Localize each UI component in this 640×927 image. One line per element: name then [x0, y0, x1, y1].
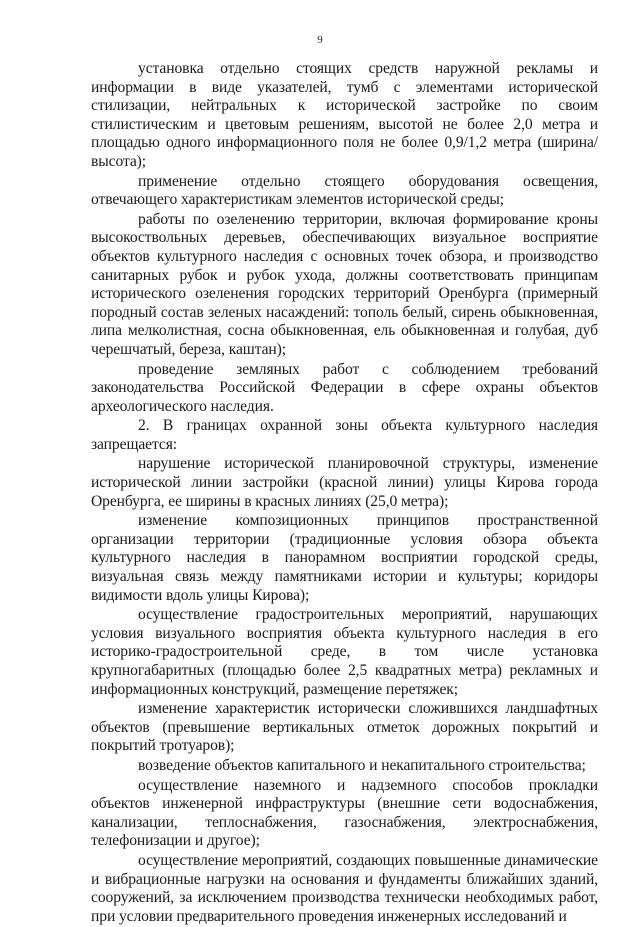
paragraph: проведение земляных работ с соблюдением требований законодательства Российской Федерации в сфере охраны объектов археологического наследия.	[91, 360, 598, 415]
paragraph: изменение композиционных принципов пространственной организации территории (традиционные условия обзора объекта культурного наследия в панорамном восприятии городской среды, визуальная связь между памятниками истории и культуры; коридоры видимости вдоль улицы Кирова);	[91, 512, 598, 604]
paragraph: осуществление градостроительных мероприятий, нарушающих условия визуального восприятия объекта культурного наследия в его историко-градостроительной среде, в том числе установка крупногабаритных (площадью более 2,5 квадратных метра) рекламных и информационных конструкций, размещение перетяжек;	[91, 606, 598, 698]
paragraph: установка отдельно стоящих средств наружной рекламы и информации в виде указателей, тумб с элементами исторической стилизации, нейтральных к исторической застройке по своим стилистическим и цветовым решениям, высотой не более 2,0 метра и площадью одного информационного поля не более 0,9/1,2 метра (ширина/высота);	[91, 60, 598, 170]
paragraph: изменение характеристик исторически сложившихся ландшафтных объектов (превышение вертикальных отметок дорожных покрытий и покрытий тротуаров);	[91, 700, 598, 755]
paragraph: осуществление наземного и надземного способов прокладки объектов инженерной инфраструктуры (внешние сети водоснабжения, канализации, теплоснабжения, газоснабжения, электроснабжения, телефонизации и другое);	[91, 776, 598, 850]
paragraph: возведение объектов капитального и некапитального строительства;	[138, 756, 586, 774]
paragraph: осуществление мероприятий, создающих повышенные динамические и вибрационные нагрузки на основания и фундаменты ближайших зданий, сооружений, за исключением производства технически необходимых работ, при условии предварительного проведения инженерных исследований и	[91, 851, 598, 925]
paragraph: применение отдельно стоящего оборудования освещения, отвечающего характеристикам элементов исторической среды;	[91, 172, 598, 209]
section-heading-paragraph: 2. В границах охранной зоны объекта культурного наследия запрещается:	[91, 417, 598, 453]
page-number: 9	[317, 34, 323, 46]
paragraph: нарушение исторической планировочной структуры, изменение исторической линии застройки (красной линии) улицы Кирова города Оренбурга, ее ширины в красных линиях (25,0 метра);	[91, 455, 598, 510]
document-body	[91, 60, 598, 927]
paragraph: работы по озеленению территории, включая формирование кроны высокоствольных деревьев, обеспечивающих визуальное восприятие объектов культурного наследия с основных точек обзора, и производство санитарных рубок и рубок ухода, должны соответствовать принципам исторического озеленения городских территорий Оренбурга (примерный породный состав зеленых насаждений: тополь белый, сирень обыкновенная, липа мелколистная, сосна обыкновенная, ель обыкновенная и голубая, дуб черешчатый, береза, каштан);	[91, 210, 598, 358]
